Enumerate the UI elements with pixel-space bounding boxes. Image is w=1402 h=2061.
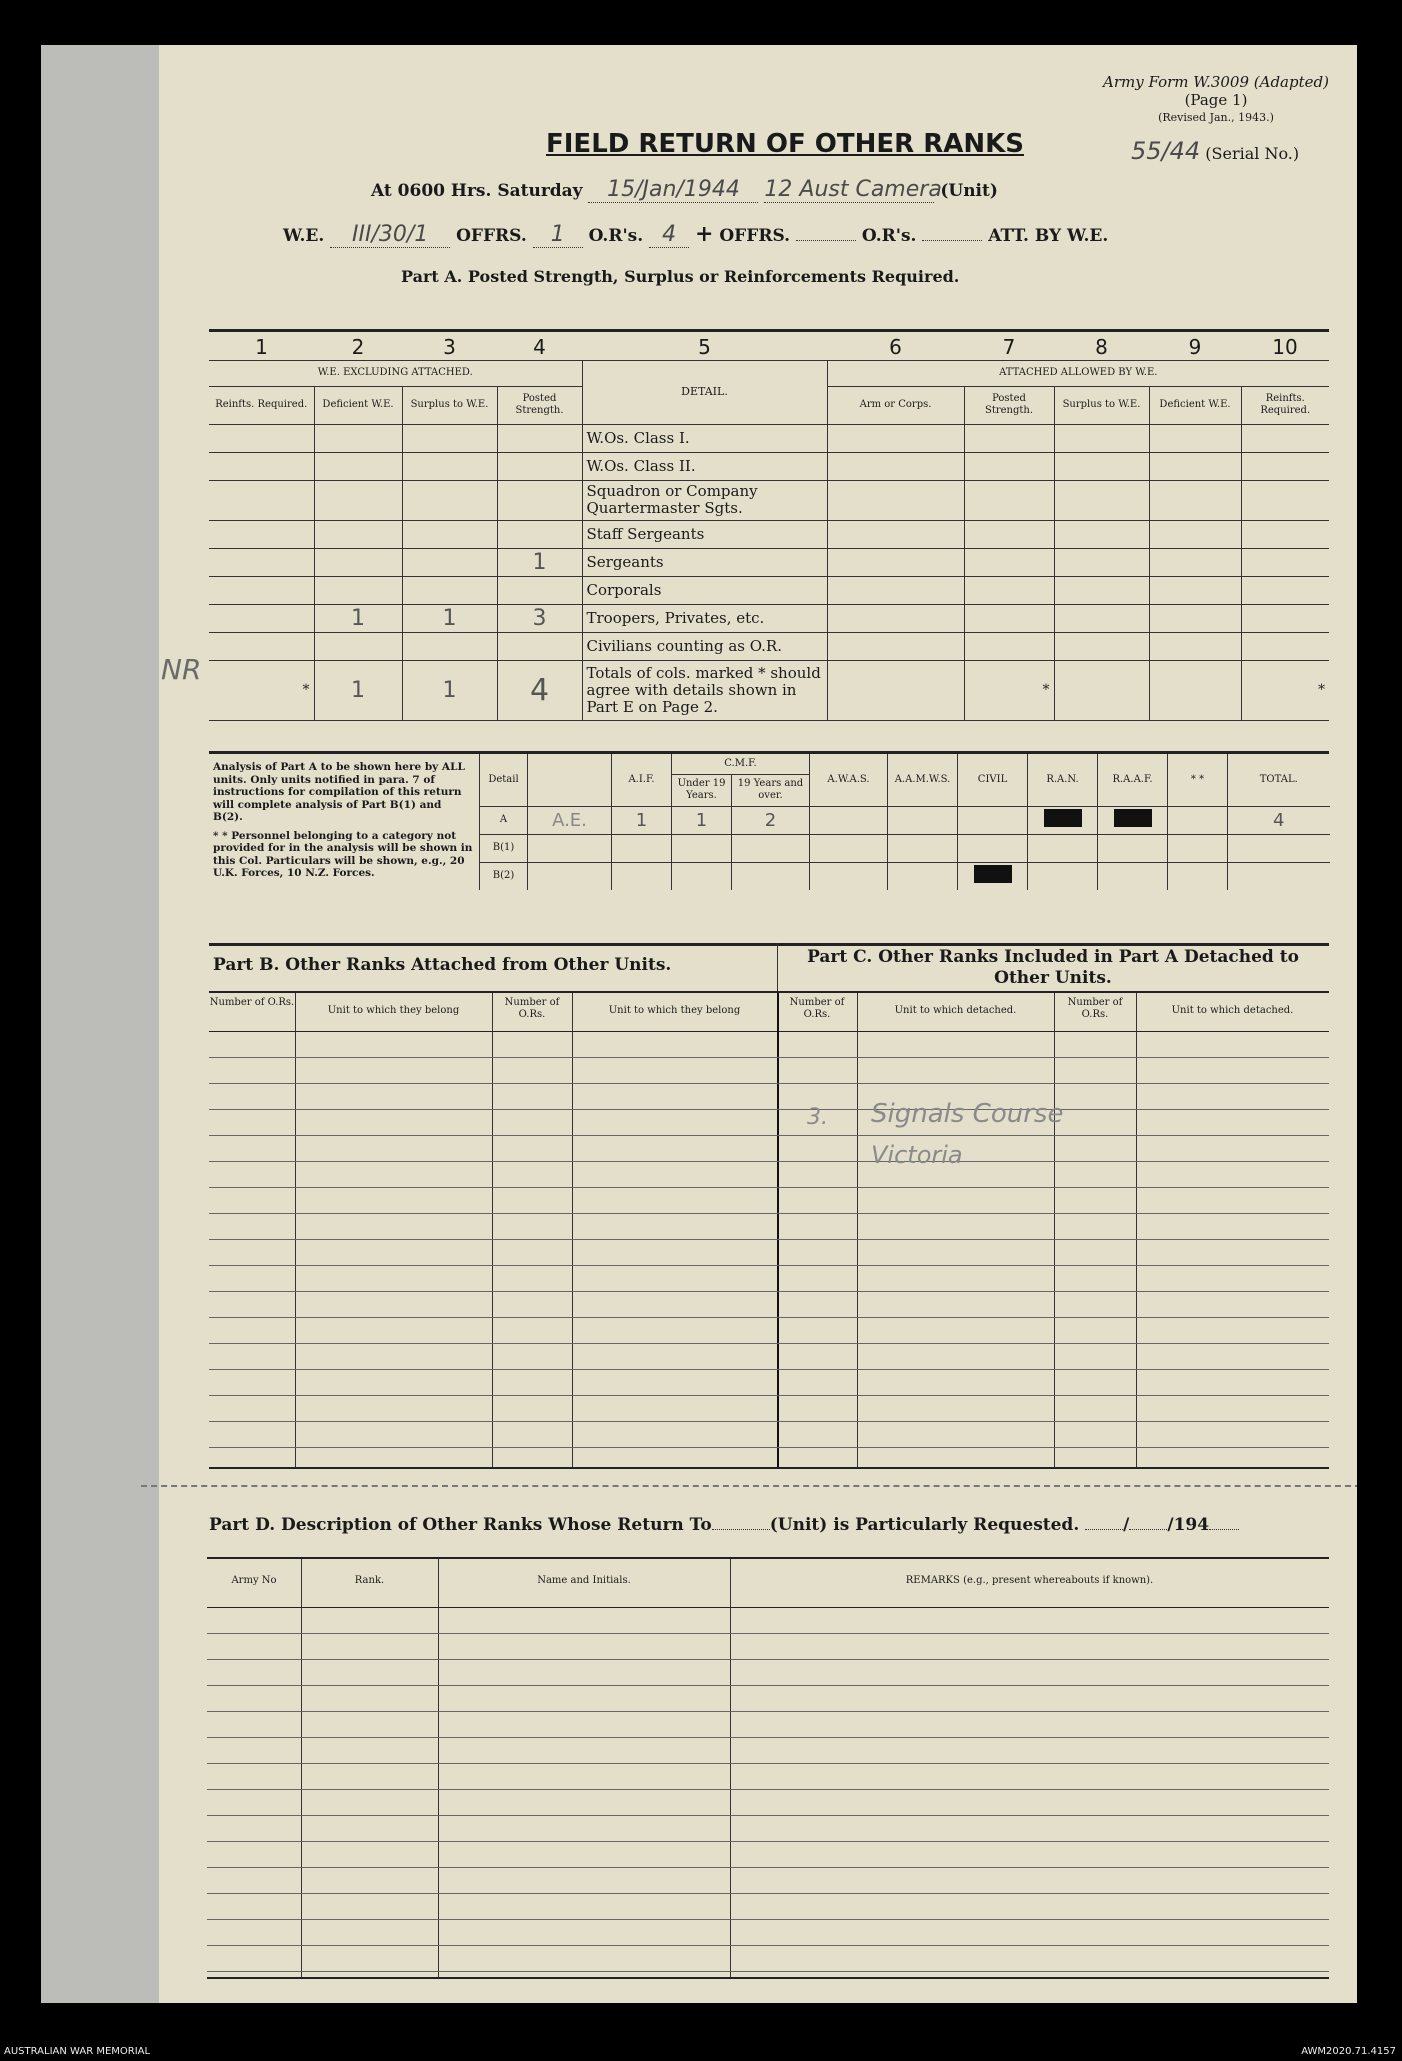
row-c3[interactable] (402, 520, 497, 548)
aif-header: A.I.F. (612, 754, 672, 806)
d-row-line (207, 1893, 1329, 1894)
row-label: Troopers, Privates, etc. (582, 604, 827, 632)
row-c3[interactable] (402, 632, 497, 660)
cell[interactable] (612, 862, 672, 890)
row-c2[interactable] (314, 576, 402, 604)
cell[interactable] (612, 834, 672, 862)
attached-cell[interactable] (827, 452, 964, 480)
part-a-row (209, 480, 1329, 520)
bc-row-line (209, 1161, 1329, 1162)
attached-cell[interactable] (827, 576, 964, 604)
row-c2[interactable] (314, 452, 402, 480)
form-page (41, 45, 1357, 2003)
footer-left: AUSTRALIAN WAR MEMORIAL (4, 2046, 151, 2057)
bc-row-line (209, 1447, 1329, 1448)
civil-header: CIVIL (958, 754, 1028, 806)
cell[interactable] (1028, 862, 1098, 890)
attached-cell[interactable] (1241, 576, 1329, 604)
d-row-line (207, 1867, 1329, 1868)
attached-cell[interactable] (1241, 452, 1329, 480)
d-col-line (438, 1559, 439, 1977)
aamws-header: A.A.M.W.S. (888, 754, 958, 806)
d-row-line (207, 1945, 1329, 1946)
date-field: 15/Jan/1944 (588, 177, 758, 203)
analysis-table (479, 754, 1330, 890)
row-c2[interactable] (314, 632, 402, 660)
col-number: 2 (314, 334, 402, 360)
part-a-row (209, 604, 1329, 632)
attached-cell[interactable] (827, 424, 964, 452)
totals-row (209, 660, 1329, 720)
cell[interactable] (1228, 862, 1330, 890)
bc-row-line (209, 1083, 1329, 1084)
bc-row-line (209, 1187, 1329, 1188)
attached-cell[interactable] (1149, 604, 1241, 632)
part-d-unit-field[interactable] (712, 1529, 770, 1530)
bc-row-line (209, 1369, 1329, 1370)
redaction-mark (1114, 809, 1152, 827)
bc-row-line (209, 1265, 1329, 1266)
row-c1[interactable] (209, 424, 314, 452)
col-number: 8 (1054, 334, 1149, 360)
c-hand-num: 3. (807, 1105, 828, 1130)
row-label: Civilians counting as O.R. (582, 632, 827, 660)
row-c4[interactable] (497, 520, 582, 548)
attached-cell[interactable] (964, 520, 1054, 548)
attached-cell[interactable] (1054, 480, 1149, 520)
row-c1[interactable] (209, 520, 314, 548)
d-col-name: Name and Initials. (537, 1575, 631, 1586)
row-c3[interactable]: 1 (402, 604, 497, 632)
row-c4[interactable]: 3 (497, 604, 582, 632)
attached-cell[interactable] (827, 480, 964, 520)
attached-cell[interactable] (1054, 548, 1149, 576)
c-hand-unit: Signals Course (871, 1099, 1064, 1129)
row-a-awas[interactable] (810, 806, 888, 834)
plus-sign: + (695, 221, 714, 247)
nr-annotation: NR (161, 653, 202, 686)
ran-header: R.A.N. (1028, 754, 1098, 806)
d-col-line (301, 1559, 302, 1977)
d-col-remarks: REMARKS (e.g., present whereabouts if known). (905, 1575, 1154, 1586)
over19-header: 19 Years and over. (732, 774, 810, 806)
part-a-top-rule (209, 329, 1329, 332)
total-c4[interactable]: 4 (497, 660, 582, 720)
part-a-row (209, 632, 1329, 660)
col-number: 5 (582, 334, 827, 360)
col-number: 4 (497, 334, 582, 360)
row-label: Squadron or Company Quartermaster Sgts. (582, 480, 827, 520)
form-page-no: (Page 1) (1184, 91, 1248, 109)
attached-cell[interactable] (964, 424, 1054, 452)
attached-cell[interactable] (1054, 632, 1149, 660)
serial-number: 55/44 (1131, 137, 1201, 165)
col-number: 6 (827, 334, 964, 360)
cell[interactable] (528, 862, 612, 890)
row-label: A (480, 806, 528, 834)
attached-cell[interactable] (1241, 424, 1329, 452)
col-number: 7 (964, 334, 1054, 360)
part-d-year-field[interactable] (1209, 1529, 1239, 1530)
analysis-row-b2 (480, 862, 1330, 890)
c-col-unit: Unit to which detached. (894, 1005, 1017, 1016)
d-row-line (207, 1633, 1329, 1634)
unit-field: 12 Aust Camera (764, 177, 942, 202)
row-c2[interactable]: 1 (314, 604, 402, 632)
star-mark: * (964, 660, 1054, 720)
form-id: Army Form W.3009 (Adapted) (1103, 73, 1329, 91)
part-a-row (209, 548, 1329, 576)
attached-cell[interactable] (1149, 632, 1241, 660)
row-label: W.Os. Class I. (582, 424, 827, 452)
analysis-row-b1 (480, 834, 1330, 862)
serial-label: (Serial No.) (1205, 144, 1300, 163)
awas-header: A.W.A.S. (810, 754, 888, 806)
cell[interactable] (528, 834, 612, 862)
bc-row-line (209, 1395, 1329, 1396)
part-d-month-field[interactable] (1129, 1529, 1167, 1530)
star-mark: * (1241, 660, 1329, 720)
row-a-ran[interactable] (1028, 806, 1098, 834)
part-d-title-b: (Unit) is Particularly Requested. (769, 1515, 1080, 1535)
b-col-unit: Unit to which they belong (327, 1005, 460, 1016)
attached-cell[interactable] (964, 632, 1054, 660)
cell[interactable] (672, 834, 732, 862)
offrs-field: 1 (533, 222, 583, 248)
ors2-label: O.R's. (861, 226, 917, 246)
attached-cell[interactable] (1241, 604, 1329, 632)
row-label: B(2) (480, 862, 528, 890)
part-a-row (209, 576, 1329, 604)
ors-field: 4 (649, 222, 689, 248)
row-c1[interactable] (209, 632, 314, 660)
col-header: Reinfts. Required. (1241, 386, 1329, 424)
row-c3[interactable] (402, 548, 497, 576)
bc-row-line (209, 1421, 1329, 1422)
cell[interactable] (810, 834, 888, 862)
analysis-note-1: Analysis of Part A to be shown here by ALL units. Only units notified in para. 7 of instructions for compilation of this return will complete analysis of Part B(1) and B(2). (213, 761, 465, 823)
attached-cell[interactable] (827, 632, 964, 660)
header-line-2 (283, 221, 1108, 248)
attached-cell[interactable] (1241, 632, 1329, 660)
attached-cell[interactable] (1241, 520, 1329, 548)
col-header: Deficient W.E. (314, 386, 402, 424)
part-d-title-d: /194 (1167, 1515, 1210, 1535)
d-row-line (207, 1971, 1329, 1972)
analysis-detail-header: Detail (480, 754, 528, 806)
col-header: Surplus to W.E. (402, 386, 497, 424)
bc-row-line (209, 1239, 1329, 1240)
bc-row-line (209, 1343, 1329, 1344)
b-col-num: Number of O.Rs. (504, 997, 560, 1020)
col-header: Posted Strength. (497, 386, 582, 424)
part-d-title-c: / (1123, 1515, 1130, 1535)
row-c4[interactable] (497, 424, 582, 452)
offrs-label: OFFRS. (456, 226, 527, 246)
row-a-detail[interactable]: A.E. (528, 806, 612, 834)
totals-empty[interactable] (1149, 660, 1241, 720)
col-header: Reinfts. Required. (209, 386, 314, 424)
attached-cell[interactable] (964, 548, 1054, 576)
row-c1[interactable] (209, 548, 314, 576)
part-a-rows (209, 424, 1329, 660)
column-number-row (209, 334, 1329, 360)
analysis-note-2: * * Personnel belonging to a category not provided for in the analysis will be shown in this Col. Particulars will be shown, e.g., 20 U.K. Forces, 10 N.Z. Forces. (213, 829, 473, 879)
row-a-total[interactable]: 4 (1228, 806, 1330, 834)
attached-cell[interactable] (964, 576, 1054, 604)
row-c1[interactable] (209, 604, 314, 632)
row-c2[interactable] (314, 548, 402, 576)
row-c2[interactable] (314, 520, 402, 548)
bc-row-line (209, 1109, 1329, 1110)
d-row-line (207, 1685, 1329, 1686)
d-row-line (207, 1659, 1329, 1660)
part-bc-grid (209, 991, 1329, 1469)
d-col-rank: Rank. (354, 1575, 385, 1586)
total-c2[interactable]: 1 (314, 660, 402, 720)
bc-row-line (209, 1317, 1329, 1318)
col-number: 9 (1149, 334, 1241, 360)
binding-strip (41, 45, 159, 2003)
row-a-civil[interactable] (958, 806, 1028, 834)
detail-header: DETAIL. (582, 360, 827, 424)
row-c4[interactable] (497, 632, 582, 660)
col-header: Posted Strength. (964, 386, 1054, 424)
bc-row-line (209, 1135, 1329, 1136)
row-c3[interactable] (402, 480, 497, 520)
attached-cell[interactable] (1054, 424, 1149, 452)
row-a-aif[interactable]: 1 (612, 806, 672, 834)
cell[interactable] (732, 834, 810, 862)
header-line-1 (371, 177, 998, 203)
d-row-line (207, 1737, 1329, 1738)
cell[interactable] (1098, 834, 1168, 862)
raaf-header: R.A.A.F. (1098, 754, 1168, 806)
att-label: ATT. BY W.E. (988, 226, 1109, 246)
attached-cell[interactable] (1149, 576, 1241, 604)
analysis-hand-col (528, 754, 612, 806)
cell[interactable] (1228, 834, 1330, 862)
part-a-title: Part A. Posted Strength, Surplus or Reinforcements Required. (401, 267, 960, 286)
under19-header: Under 19 Years. (672, 774, 732, 806)
star-mark: * (209, 660, 314, 720)
totals-empty[interactable] (827, 660, 964, 720)
part-bc-divider (777, 943, 778, 995)
row-c1[interactable] (209, 452, 314, 480)
analysis-row-a (480, 806, 1330, 834)
attached-cell[interactable] (1241, 480, 1329, 520)
row-c4[interactable] (497, 452, 582, 480)
col-header: Deficient W.E. (1149, 386, 1241, 424)
serial-block (1131, 137, 1299, 165)
unit-label: (Unit) (940, 181, 998, 201)
attached-cell[interactable] (1054, 576, 1149, 604)
attached-cell[interactable] (827, 548, 964, 576)
bc-row-line (209, 1213, 1329, 1214)
cell[interactable] (672, 862, 732, 890)
row-c4[interactable]: 1 (497, 548, 582, 576)
attached-cell[interactable] (964, 604, 1054, 632)
row-a-raaf[interactable] (1098, 806, 1168, 834)
part-d-grid (207, 1557, 1329, 1979)
attached-cell[interactable] (1149, 452, 1241, 480)
row-label: Staff Sergeants (582, 520, 827, 548)
attached-header: ATTACHED ALLOWED BY W.E. (827, 360, 1329, 386)
part-b-title: Part B. Other Ranks Attached from Other Units. (213, 955, 672, 975)
cell[interactable] (1098, 862, 1168, 890)
totals-label: Totals of cols. marked * should agree with details shown in Part E on Page 2. (582, 660, 827, 720)
part-d-day-field[interactable] (1085, 1529, 1123, 1530)
col-number: 3 (402, 334, 497, 360)
col-number: 1 (209, 334, 314, 360)
attached-cell[interactable] (827, 604, 964, 632)
attached-cell[interactable] (1149, 548, 1241, 576)
row-c4[interactable] (497, 576, 582, 604)
cell[interactable] (958, 834, 1028, 862)
row-c3[interactable] (402, 576, 497, 604)
row-c2[interactable] (314, 424, 402, 452)
part-a-table (209, 334, 1329, 721)
form-revised: (Revised Jan., 1943.) (1158, 111, 1274, 124)
d-header-rule (207, 1607, 1329, 1608)
cell[interactable] (888, 862, 958, 890)
row-label: Corporals (582, 576, 827, 604)
ors-label: O.R's. (588, 226, 644, 246)
row-b2-civil[interactable] (958, 862, 1028, 890)
row-c3[interactable] (402, 424, 497, 452)
c-col-num: Number of O.Rs. (1067, 997, 1123, 1020)
d-row-line (207, 1919, 1329, 1920)
c-col-unit: Unit to which detached. (1171, 1005, 1294, 1016)
at-text: At 0600 Hrs. Saturday (371, 181, 583, 201)
cell[interactable] (732, 862, 810, 890)
row-a-under19[interactable]: 1 (672, 806, 732, 834)
form-id-block (1081, 73, 1351, 127)
row-a-other[interactable] (1168, 806, 1228, 834)
offrs2-label: OFFRS. (719, 226, 791, 246)
analysis-notes (213, 761, 473, 880)
row-a-over19[interactable]: 2 (732, 806, 810, 834)
row-label: B(1) (480, 834, 528, 862)
b-col-unit: Unit to which they belong (608, 1005, 741, 1016)
attached-cell[interactable] (827, 520, 964, 548)
row-c4[interactable] (497, 480, 582, 520)
d-row-line (207, 1789, 1329, 1790)
c-hand-unit-2: Victoria (871, 1141, 963, 1169)
attached-cell[interactable] (1054, 520, 1149, 548)
row-a-aamws[interactable] (888, 806, 958, 834)
we-field: III/30/1 (330, 222, 450, 248)
cell[interactable] (1168, 834, 1228, 862)
d-col-line (730, 1559, 731, 1977)
bc-row-line (209, 1291, 1329, 1292)
c-col-num: Number of O.Rs. (789, 997, 845, 1020)
d-row-line (207, 1815, 1329, 1816)
part-c-title: Part C. Other Ranks Included in Part A Detached to Other Units. (807, 947, 1299, 988)
row-c1[interactable] (209, 480, 314, 520)
part-a-row (209, 520, 1329, 548)
redaction-mark (974, 865, 1012, 883)
d-row-line (207, 1841, 1329, 1842)
cell[interactable] (1028, 834, 1098, 862)
row-label: W.Os. Class II. (582, 452, 827, 480)
d-col-army-no: Army No (231, 1575, 277, 1586)
b-col-num: Number of O.Rs. (209, 997, 295, 1008)
attached-cell[interactable] (1241, 548, 1329, 576)
offrs2-field (796, 240, 856, 241)
part-a-row (209, 424, 1329, 452)
cell[interactable] (888, 834, 958, 862)
attached-cell[interactable] (1149, 520, 1241, 548)
other-header: * * (1168, 754, 1228, 806)
bc-row-line (209, 1057, 1329, 1058)
perforation-line (141, 1485, 1357, 1487)
cmf-header: C.M.F. (672, 754, 810, 774)
attached-cell[interactable] (964, 452, 1054, 480)
row-c1[interactable] (209, 576, 314, 604)
total-header: TOTAL. (1228, 754, 1330, 806)
redaction-mark (1044, 809, 1082, 827)
attached-cell[interactable] (1149, 424, 1241, 452)
footer-right: AWM2020.71.4157 (1301, 2046, 1396, 2057)
page-title: FIELD RETURN OF OTHER RANKS (546, 129, 1024, 159)
col-header: Surplus to W.E. (1054, 386, 1149, 424)
attached-cell[interactable] (964, 480, 1054, 520)
cell[interactable] (1168, 862, 1228, 890)
totals-empty[interactable] (1054, 660, 1149, 720)
total-c3[interactable]: 1 (402, 660, 497, 720)
col-number: 10 (1241, 334, 1329, 360)
we-label: W.E. (283, 226, 325, 246)
cell[interactable] (810, 862, 888, 890)
d-row-line (207, 1711, 1329, 1712)
bc-header-rule (209, 1031, 1329, 1032)
we-excluding-header: W.E. EXCLUDING ATTACHED. (209, 360, 582, 386)
d-row-line (207, 1763, 1329, 1764)
col-header: Arm or Corps. (827, 386, 964, 424)
part-d-title-a: Part D. Description of Other Ranks Whose Return To (209, 1515, 712, 1535)
attached-cell[interactable] (1054, 604, 1149, 632)
attached-cell[interactable] (1054, 452, 1149, 480)
analysis-bottom-rule (209, 943, 1329, 946)
row-c3[interactable] (402, 452, 497, 480)
part-a-row (209, 452, 1329, 480)
row-label: Sergeants (582, 548, 827, 576)
attached-cell[interactable] (1149, 480, 1241, 520)
part-d-title (209, 1515, 1239, 1535)
ors2-field (922, 240, 982, 241)
row-c2[interactable] (314, 480, 402, 520)
form-content (161, 45, 1357, 2003)
